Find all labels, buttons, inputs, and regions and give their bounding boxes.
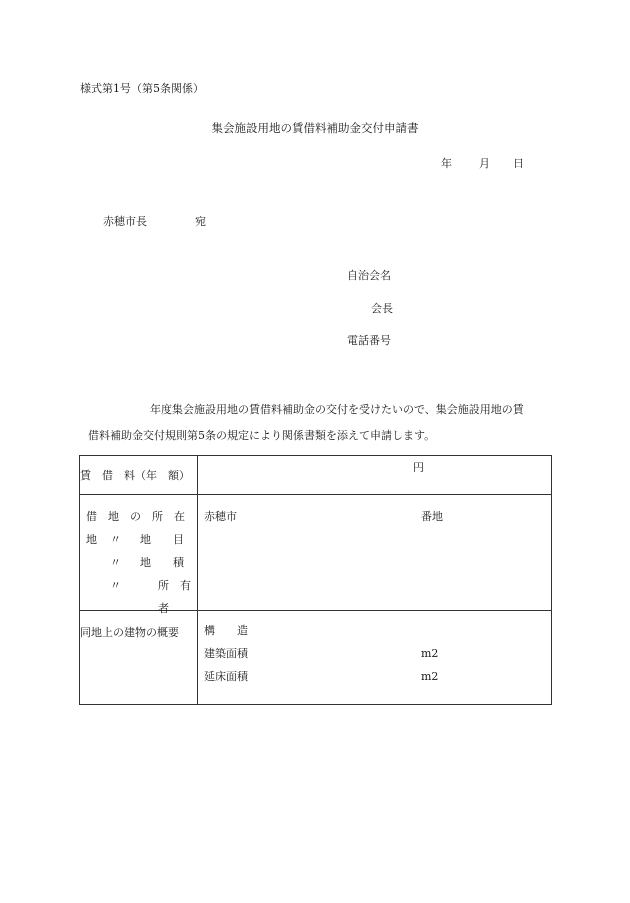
rent-row [80, 456, 552, 495]
rent-label: 賃 借 料（年 額） [80, 469, 190, 482]
date-day: 日 [513, 157, 524, 170]
structure-label: 構 造 [204, 624, 248, 637]
rent-label-cell [80, 456, 198, 495]
application-table [79, 455, 552, 705]
land-owner-label: 所 有 者 [158, 579, 202, 615]
land-category-line [80, 528, 197, 551]
building-value-cell [198, 611, 552, 705]
addressee-suffix: 宛 [195, 215, 206, 228]
date-year: 年 [441, 157, 452, 170]
land-owner-line [80, 574, 202, 615]
land-area-label: 地 積 [140, 556, 184, 569]
structure-line [198, 619, 551, 642]
building-area-line [198, 642, 551, 665]
statement-line-1: 年度集会施設用地の賃借料補助金の交付を受けたいので、集会施設用地の賃 [150, 403, 524, 416]
land-area-line [80, 551, 197, 574]
chair-label: 会長 [371, 302, 393, 315]
land-label-cell [80, 495, 202, 615]
document-title: 集会施設用地の賃借料補助金交付申請書 [211, 121, 419, 135]
floor-area-unit: m2 [421, 670, 439, 683]
land-row [80, 495, 552, 611]
form-number: 様式第1号（第5条関係） [80, 82, 204, 95]
association-name-label: 自治会名 [347, 269, 391, 282]
floor-area-label: 延床面積 [204, 670, 248, 683]
application-statement [88, 397, 558, 449]
rent-value-cell [198, 456, 552, 495]
building-row [80, 611, 552, 705]
floor-area-line [198, 665, 551, 688]
date-month: 月 [479, 157, 490, 170]
statement-line-2: 借料補助金交付規則第5条の規定により関係書類を添えて申請します。 [88, 429, 436, 442]
land-value-cell [198, 495, 552, 611]
land-location-label: 借 地 の 所 在 地 [86, 510, 196, 546]
building-area-label: 建築面積 [204, 647, 248, 660]
land-category-label: 地 目 [140, 533, 184, 546]
rent-unit: 円 [413, 461, 424, 474]
addressee-name: 赤穂市長 [103, 215, 147, 228]
ditto-mark: 〃 [110, 579, 121, 592]
lot-unit: 番地 [421, 510, 443, 523]
city-name: 赤穂市 [204, 510, 237, 523]
ditto-mark: 〃 [110, 556, 121, 569]
ditto-mark: 〃 [110, 533, 121, 546]
land-location-value [198, 505, 551, 528]
addressee [103, 213, 206, 229]
building-area-unit: m2 [421, 647, 439, 660]
building-label: 同地上の建物の概要 [80, 626, 179, 639]
building-label-cell [80, 611, 198, 705]
phone-label: 電話番号 [347, 334, 391, 347]
